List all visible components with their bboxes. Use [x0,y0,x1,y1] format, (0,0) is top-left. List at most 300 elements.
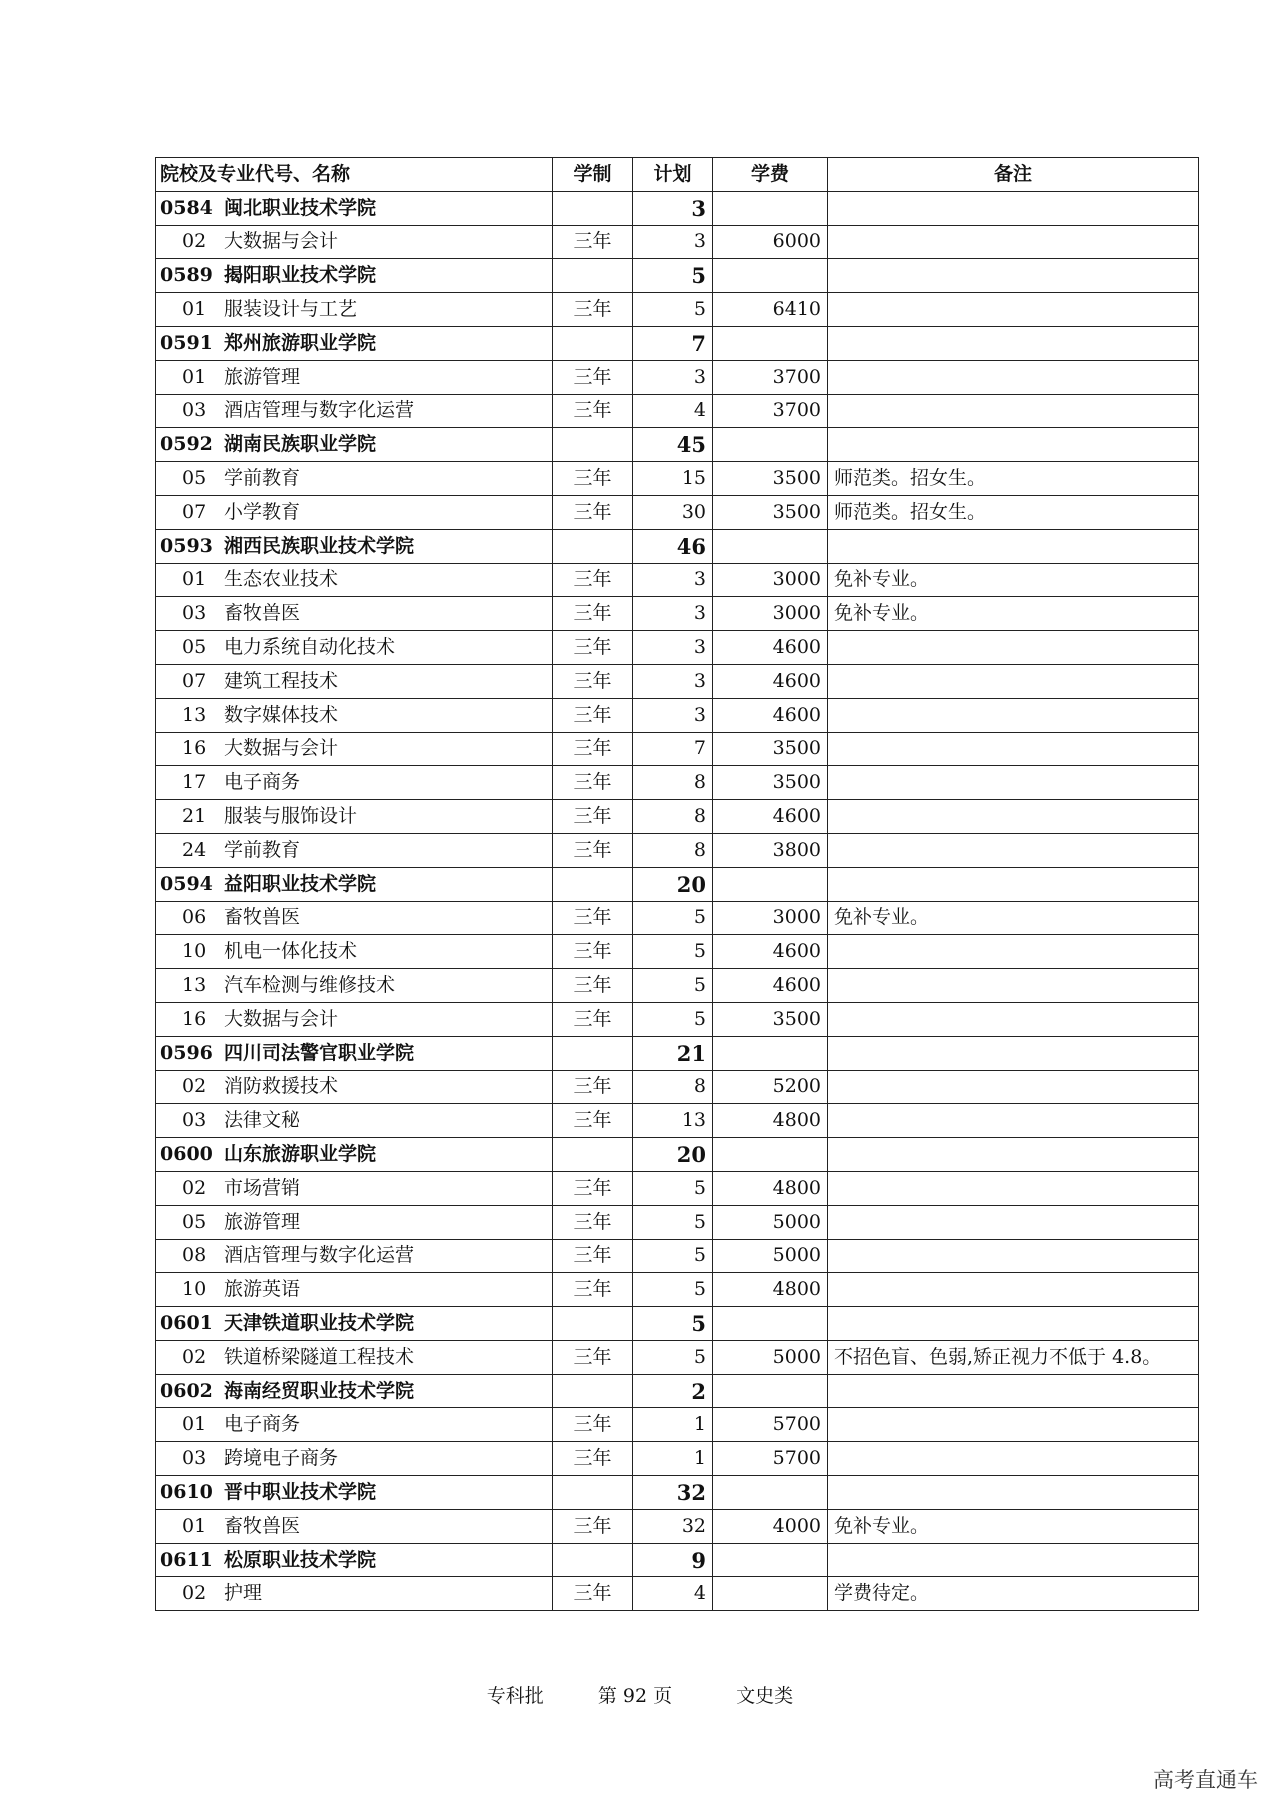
major-plan: 5 [633,1273,713,1307]
major-plan: 8 [633,833,713,867]
major-plan: 8 [633,1070,713,1104]
major-plan: 30 [633,495,713,529]
major-note: 免补专业。 [828,1509,1199,1543]
school-plan-total: 20 [633,867,713,901]
major-note [828,1171,1199,1205]
major-row [156,1070,1199,1104]
major-name-text: 铁道桥梁隧道工程技术 [224,1345,415,1368]
major-length: 三年 [553,1509,633,1543]
major-name-cell [156,1273,553,1307]
school-name-cell [156,259,553,293]
major-name-cell [156,833,553,867]
major-row [156,597,1199,631]
major-name-cell [156,1070,553,1104]
school-length-cell [553,1374,633,1408]
major-code: 03 [182,1447,207,1470]
major-row [156,969,1199,1003]
school-plan-total: 20 [633,1138,713,1172]
school-name-text: 山东旅游职业学院 [224,1143,377,1165]
major-code: 02 [182,230,207,253]
major-row [156,1239,1199,1273]
major-length: 三年 [553,800,633,834]
major-fee: 4800 [713,1171,828,1205]
school-name-cell [156,191,553,225]
school-name-text: 郑州旅游职业学院 [224,331,377,354]
major-plan: 5 [633,901,713,935]
major-code: 16 [182,1007,207,1030]
school-fee-cell [713,867,828,901]
major-row [156,293,1199,327]
school-plan-total: 2 [633,1374,713,1408]
school-note-cell [828,191,1199,225]
school-length-cell [553,1543,633,1577]
major-plan: 3 [633,360,713,394]
major-name-text: 市场营销 [224,1176,301,1199]
major-plan: 3 [633,225,713,259]
major-name-cell [156,901,553,935]
major-plan: 5 [633,935,713,969]
major-row [156,225,1199,259]
major-name-cell [156,969,553,1003]
major-length: 三年 [553,360,633,394]
major-plan: 5 [633,1171,713,1205]
major-row [156,800,1199,834]
major-length: 三年 [553,1577,633,1611]
school-note-cell [828,1307,1199,1341]
major-length: 三年 [553,732,633,766]
major-fee: 3000 [713,563,828,597]
school-row [156,428,1199,462]
major-note [828,1104,1199,1138]
major-fee: 3500 [713,495,828,529]
school-name-text: 湘西民族职业技术学院 [224,534,415,557]
school-row [156,529,1199,563]
major-name-cell [156,631,553,665]
major-plan: 5 [633,1239,713,1273]
school-plan-total: 46 [633,529,713,563]
major-name-cell [156,225,553,259]
major-fee: 5700 [713,1442,828,1476]
major-length: 三年 [553,901,633,935]
major-fee: 3000 [713,901,828,935]
major-name-cell [156,1340,553,1374]
major-row [156,1408,1199,1442]
major-row [156,1171,1199,1205]
major-note: 不招色盲、色弱,矫正视力不低于 4.8。 [828,1340,1199,1374]
school-note-cell [828,867,1199,901]
major-length: 三年 [553,1070,633,1104]
major-row [156,631,1199,665]
major-plan: 5 [633,1205,713,1239]
major-row [156,462,1199,496]
major-name-cell [156,1442,553,1476]
major-name-cell [156,1104,553,1138]
school-name-text: 闽北职业技术学院 [224,196,377,219]
major-name-text: 旅游管理 [224,365,301,388]
major-plan: 4 [633,1577,713,1611]
major-note [828,293,1199,327]
major-code: 13 [182,974,207,997]
major-code: 05 [182,467,207,490]
major-code: 03 [182,399,207,422]
major-code: 01 [182,568,207,591]
school-note-cell [828,259,1199,293]
major-note: 师范类。招女生。 [828,495,1199,529]
major-note [828,1442,1199,1476]
school-length-cell [553,1476,633,1510]
major-code: 02 [182,1075,207,1098]
major-fee: 5000 [713,1340,828,1374]
major-length: 三年 [553,1205,633,1239]
major-length: 三年 [553,1408,633,1442]
major-code: 07 [182,669,207,692]
school-note-cell [828,428,1199,462]
major-fee: 3500 [713,462,828,496]
major-name-text: 生态农业技术 [224,568,339,591]
major-name-cell [156,664,553,698]
major-length: 三年 [553,597,633,631]
major-plan: 8 [633,766,713,800]
major-note [828,1239,1199,1273]
major-note [828,225,1199,259]
major-code: 03 [182,1109,207,1132]
major-note: 免补专业。 [828,901,1199,935]
table-body [156,191,1199,1610]
major-name-text: 大数据与会计 [224,1007,339,1030]
major-fee: 6000 [713,225,828,259]
major-plan: 1 [633,1442,713,1476]
major-name-text: 跨境电子商务 [224,1447,339,1470]
major-code: 01 [182,298,207,321]
school-code: 0610 [160,1480,213,1503]
major-name-cell [156,394,553,428]
school-row [156,191,1199,225]
watermark-text: 高考直通车 [1153,1768,1258,1792]
footer-batch: 专科批 [486,1685,544,1707]
school-fee-cell [713,428,828,462]
major-name-cell [156,293,553,327]
major-name-text: 酒店管理与数字化运营 [224,399,415,422]
major-code: 02 [182,1176,207,1199]
major-name-cell [156,1171,553,1205]
school-code: 0602 [160,1379,213,1402]
major-note [828,766,1199,800]
school-fee-cell [713,1036,828,1070]
major-code: 13 [182,703,207,726]
major-code: 02 [182,1345,207,1368]
school-fee-cell [713,259,828,293]
major-fee: 4600 [713,664,828,698]
school-name-text: 揭阳职业技术学院 [224,264,377,287]
school-name-cell [156,1307,553,1341]
major-code: 21 [182,805,207,828]
major-fee: 4600 [713,631,828,665]
major-plan: 3 [633,698,713,732]
school-code: 0601 [160,1311,213,1334]
school-note-cell [828,1036,1199,1070]
major-note: 师范类。招女生。 [828,462,1199,496]
school-note-cell [828,1374,1199,1408]
major-fee: 4600 [713,698,828,732]
major-note [828,935,1199,969]
school-code: 0589 [160,264,213,287]
major-plan: 5 [633,1340,713,1374]
major-name-cell [156,1577,553,1611]
major-name-text: 畜牧兽医 [224,906,301,929]
major-fee: 4600 [713,800,828,834]
school-fee-cell [713,1374,828,1408]
major-plan: 3 [633,664,713,698]
school-plan-total: 9 [633,1543,713,1577]
major-note [828,1273,1199,1307]
school-name-cell [156,1543,553,1577]
major-name-cell [156,495,553,529]
major-plan: 3 [633,563,713,597]
major-row [156,935,1199,969]
major-name-text: 消防救援技术 [224,1075,339,1098]
major-note [828,1070,1199,1104]
major-name-cell [156,1408,553,1442]
major-note [828,1408,1199,1442]
major-name-cell [156,1509,553,1543]
major-plan: 8 [633,800,713,834]
major-note [828,969,1199,1003]
major-fee: 3500 [713,766,828,800]
school-code: 0584 [160,196,213,219]
major-row [156,1442,1199,1476]
major-length: 三年 [553,833,633,867]
major-fee: 5700 [713,1408,828,1442]
major-code: 01 [182,1514,207,1537]
school-note-cell [828,1138,1199,1172]
major-note [828,1002,1199,1036]
major-note [828,800,1199,834]
major-name-text: 汽车检测与维修技术 [224,974,396,997]
major-row [156,766,1199,800]
major-row [156,1577,1199,1611]
school-row [156,326,1199,360]
major-fee [713,1577,828,1611]
major-plan: 32 [633,1509,713,1543]
major-code: 06 [182,906,207,929]
footer-page-number: 第 92 页 [597,1685,673,1707]
major-length: 三年 [553,969,633,1003]
major-length: 三年 [553,766,633,800]
major-name-text: 大数据与会计 [224,230,339,253]
major-name-text: 旅游英语 [224,1278,301,1301]
school-length-cell [553,428,633,462]
major-plan: 15 [633,462,713,496]
major-fee: 3500 [713,732,828,766]
school-name-cell [156,529,553,563]
school-name-text: 湖南民族职业学院 [224,433,377,456]
school-name-text: 松原职业技术学院 [224,1548,377,1571]
header-plan: 计划 [633,158,713,192]
school-plan-total: 21 [633,1036,713,1070]
major-name-cell [156,800,553,834]
major-name-text: 畜牧兽医 [224,602,301,625]
major-fee: 5000 [713,1239,828,1273]
major-name-text: 旅游管理 [224,1210,301,1233]
major-length: 三年 [553,631,633,665]
school-name-text: 晋中职业技术学院 [224,1480,377,1503]
major-name-text: 酒店管理与数字化运营 [224,1244,415,1267]
header-name: 院校及专业代号、名称 [156,158,553,192]
major-length: 三年 [553,1340,633,1374]
school-code: 0596 [160,1041,213,1064]
major-plan: 3 [633,631,713,665]
major-note: 免补专业。 [828,563,1199,597]
school-fee-cell [713,191,828,225]
school-code: 0592 [160,433,213,456]
school-length-cell [553,867,633,901]
school-length-cell [553,529,633,563]
major-length: 三年 [553,1273,633,1307]
major-length: 三年 [553,495,633,529]
major-name-cell [156,563,553,597]
school-row [156,1307,1199,1341]
major-row [156,360,1199,394]
major-name-cell [156,732,553,766]
school-length-cell [553,1307,633,1341]
school-row [156,259,1199,293]
school-fee-cell [713,1138,828,1172]
major-length: 三年 [553,935,633,969]
major-name-text: 服装与服饰设计 [224,805,358,828]
school-code: 0591 [160,331,213,354]
school-length-cell [553,191,633,225]
school-fee-cell [713,529,828,563]
footer-category: 文史类 [736,1685,794,1707]
major-fee: 3800 [713,833,828,867]
school-length-cell [553,1036,633,1070]
page-footer [0,1681,1280,1708]
major-length: 三年 [553,563,633,597]
major-fee: 4000 [713,1509,828,1543]
school-row [156,1476,1199,1510]
major-code: 05 [182,636,207,659]
major-note [828,631,1199,665]
school-note-cell [828,326,1199,360]
major-name-text: 机电一体化技术 [224,940,358,963]
school-code: 0593 [160,534,213,557]
major-code: 07 [182,500,207,523]
major-plan: 1 [633,1408,713,1442]
major-code: 02 [182,1582,207,1605]
major-name-text: 服装设计与工艺 [224,298,358,321]
major-note [828,360,1199,394]
school-name-cell [156,1138,553,1172]
major-name-text: 电力系统自动化技术 [224,636,396,659]
major-code: 16 [182,737,207,760]
school-name-cell [156,1374,553,1408]
major-fee: 3500 [713,1002,828,1036]
major-note [828,833,1199,867]
major-row [156,1104,1199,1138]
major-note [828,394,1199,428]
major-length: 三年 [553,293,633,327]
school-row [156,1374,1199,1408]
school-name-cell [156,1036,553,1070]
major-code: 17 [182,771,207,794]
major-row [156,1340,1199,1374]
major-row [156,1273,1199,1307]
major-name-text: 学前教育 [224,838,301,861]
major-plan: 4 [633,394,713,428]
major-name-cell [156,1002,553,1036]
school-note-cell [828,1476,1199,1510]
major-name-text: 电子商务 [224,1413,301,1436]
major-note [828,698,1199,732]
major-fee: 3000 [713,597,828,631]
major-fee: 3700 [713,360,828,394]
school-fee-cell [713,1476,828,1510]
header-length: 学制 [553,158,633,192]
major-plan: 3 [633,597,713,631]
school-length-cell [553,259,633,293]
major-name-cell [156,766,553,800]
school-plan-total: 32 [633,1476,713,1510]
major-note: 免补专业。 [828,597,1199,631]
major-name-cell [156,935,553,969]
major-code: 01 [182,365,207,388]
major-length: 三年 [553,1239,633,1273]
major-length: 三年 [553,1002,633,1036]
major-row [156,833,1199,867]
school-note-cell [828,1543,1199,1577]
major-code: 05 [182,1210,207,1233]
major-name-text: 畜牧兽医 [224,1514,301,1537]
major-fee: 4800 [713,1104,828,1138]
major-note [828,664,1199,698]
school-plan-total: 7 [633,326,713,360]
school-name-cell [156,1476,553,1510]
school-name-text: 益阳职业技术学院 [224,872,377,895]
major-code: 03 [182,602,207,625]
major-name-text: 建筑工程技术 [224,669,339,692]
school-plan-total: 3 [633,191,713,225]
major-fee: 3700 [713,394,828,428]
major-name-text: 法律文秘 [224,1109,301,1132]
major-row [156,1205,1199,1239]
major-length: 三年 [553,394,633,428]
major-row [156,394,1199,428]
major-fee: 4800 [713,1273,828,1307]
major-name-text: 学前教育 [224,467,301,490]
major-name-text: 护理 [224,1582,263,1605]
major-row [156,563,1199,597]
major-note: 学费待定。 [828,1577,1199,1611]
school-row [156,1543,1199,1577]
school-note-cell [828,529,1199,563]
major-fee: 6410 [713,293,828,327]
major-row [156,1509,1199,1543]
major-code: 10 [182,1278,207,1301]
major-row [156,698,1199,732]
major-row [156,664,1199,698]
school-name-cell [156,428,553,462]
school-row [156,867,1199,901]
school-plan-total: 5 [633,1307,713,1341]
major-name-cell [156,360,553,394]
major-row [156,901,1199,935]
school-name-cell [156,867,553,901]
school-name-cell [156,326,553,360]
school-code: 0600 [160,1143,213,1165]
major-length: 三年 [553,1442,633,1476]
major-plan: 13 [633,1104,713,1138]
major-length: 三年 [553,664,633,698]
